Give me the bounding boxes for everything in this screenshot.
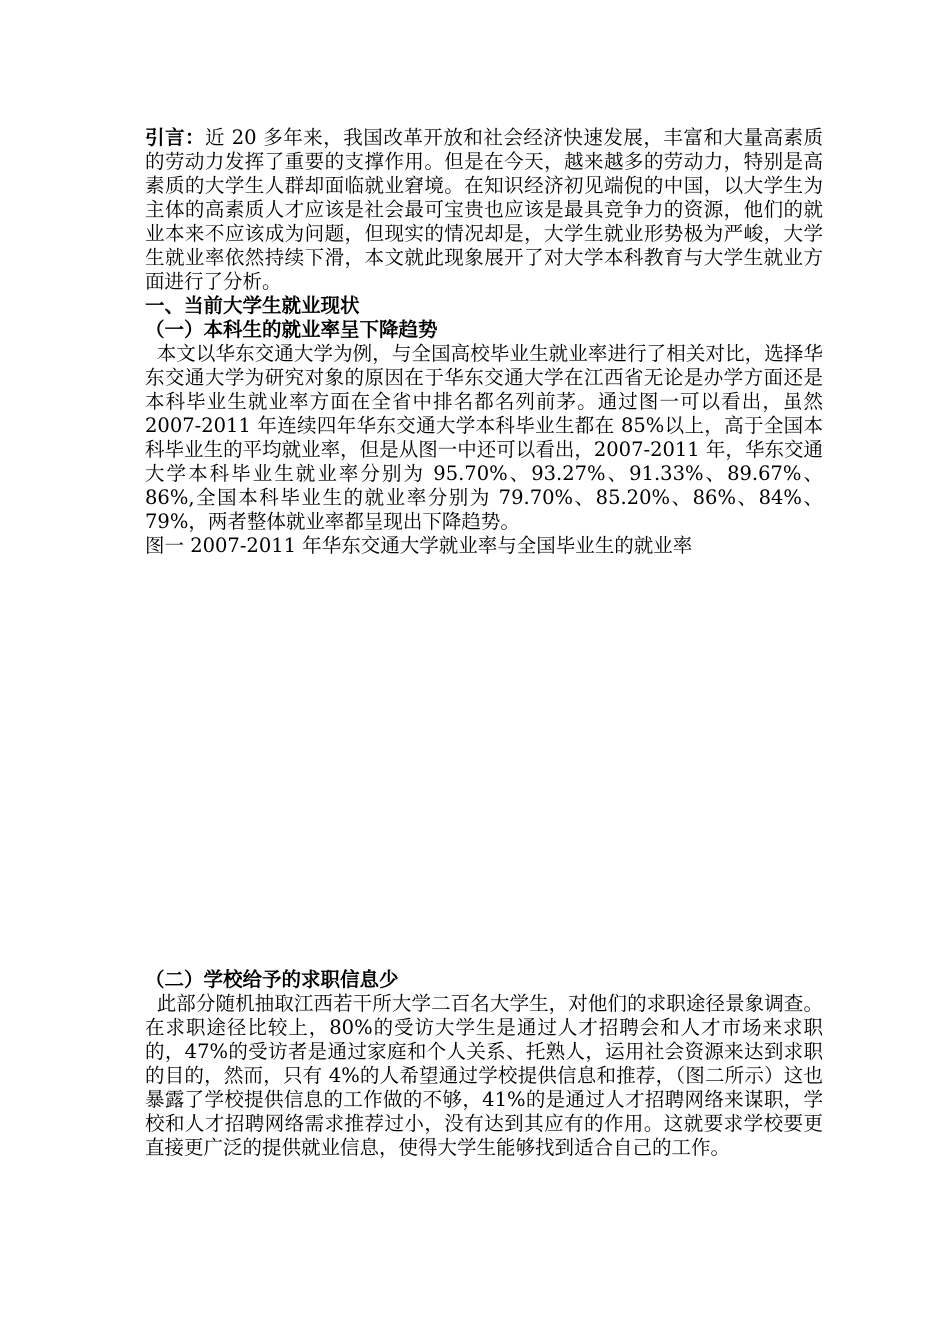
subsection-1-body: 本文以华东交通大学为例，与全国高校毕业生就业率进行了相关对比，选择华东交通大学为研究对象的原因在于华东交通大学在江西省无论是办学方面还是本科毕业生就业率方面在全省中排名都名列前茅。通过图一可以看出，虽然 2007-2011 年连续四年华东交通大学本科毕业生都在 85%以上，高于全国本科毕业生的平均就业率，但是从图一中还可以看出，2007-2011 年，华东交通大学本科毕业生就业率分别为 95.70%、93.27%、91.33%、89.67%、86%,全国本科毕业生的就业率分别为 79.70%、85.20%、86%、84%、79%，两者整体就业率都呈现出下降趋势。 [145, 342, 823, 533]
intro-text: 近 20 多年来，我国改革开放和社会经济快速发展，丰富和大量高素质的劳动力发挥了重要的支撑作用。但是在今天，越来越多的劳动力，特别是高素质的大学生人群却面临就业窘境。在知识经济初见端倪的中国，以大学生为主体的高素质人才应该是社会最可宝贵也应该是最具竞争力的资源，他们的就业本来不应该成为问题，但现实的情况却是，大学生就业形势极为严峻，大学生就业率依然持续下滑，本文就此现象展开了对大学本科教育与大学生就业方面进行了分析。 [145, 126, 823, 293]
subsection-2-body: 此部分随机抽取江西若干所大学二百名大学生，对他们的求职途径景象调查。在求职途径比较上，80%的受访大学生是通过人才招聘会和人才市场来求职的，47%的受访者是通过家庭和个人关系、托熟人，运用社会资源来达到求职的目的，然而，只有 4%的人希望通过学校提供信息和推荐，（图二所示）这也暴露了学校提供信息的工作做的不够，41%的是通过人才招聘网络来谋职，学校和人才招聘网络需求推荐过小，没有达到其应有的作用。这就要求学校要更直接更广泛的提供就业信息，使得大学生能够找到适合自己的工作。 [145, 992, 823, 1159]
section-heading: 一、当前大学生就业现状 [145, 294, 360, 317]
subsection-heading-2: （二）学校给予的求职信息少 [145, 968, 399, 991]
intro-paragraph [145, 126, 823, 294]
subsection-heading-1: （一）本科生的就业率呈下降趋势 [145, 318, 438, 341]
intro-label: 引言： [145, 126, 206, 149]
figure-1-caption: 图一 2007-2011 年华东交通大学就业率与全国毕业生的就业率 [145, 534, 693, 557]
upper-text-block [145, 126, 823, 558]
lower-text-block [145, 968, 823, 1160]
figure-1-area [145, 630, 823, 965]
